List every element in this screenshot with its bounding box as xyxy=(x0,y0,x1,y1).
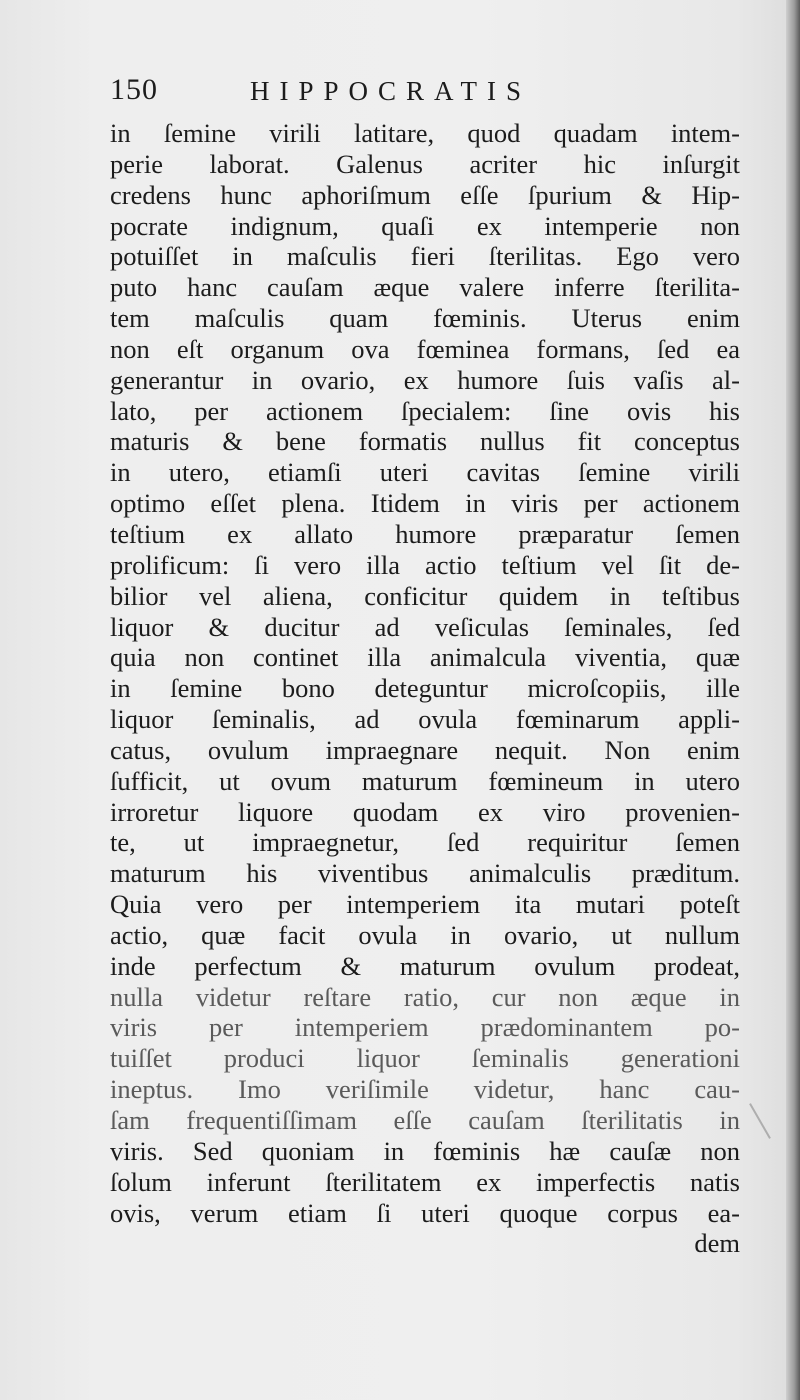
text-line: ſolum inferunt ſterilitatem ex imperfectis natis xyxy=(110,1166,740,1197)
text-line: liquor & ducitur ad veſiculas ſeminales, ſed xyxy=(110,611,740,642)
page-number: 150 xyxy=(110,73,158,106)
text-line: prolificum: ſi vero illa actio teſtium vel ſit de- xyxy=(110,549,740,580)
text-line: ineptus. Imo veriſimile videtur, hanc cau- xyxy=(110,1074,740,1105)
text-line: tuiſſet produci liquor ſeminalis generationi xyxy=(110,1043,740,1074)
text-line: maturis & bene formatis nullus fit conceptus xyxy=(110,426,740,457)
text-line: Quia vero per intemperiem ita mutari poteſt xyxy=(110,889,740,920)
text-line: in utero, etiamſi uteri cavitas ſemine virili xyxy=(110,457,740,488)
text-line: generantur in ovario, ex humore ſuis vaſis al- xyxy=(110,364,740,395)
text-line: inde perfectum & maturum ovulum prodeat, xyxy=(110,950,740,981)
text-line: viris. Sed quoniam in fœminis hæ cauſæ non xyxy=(110,1135,740,1166)
text-line: potuiſſet in maſculis fieri ſterilitas. Ego vero xyxy=(110,241,740,272)
page-mark xyxy=(749,1103,771,1139)
page-header xyxy=(110,72,750,112)
text-line: actio, quæ facit ovula in ovario, ut nullum xyxy=(110,919,740,950)
running-head: HIPPOCRATIS xyxy=(250,76,532,106)
text-line: pocrate indignum, quaſi ex intemperie non xyxy=(110,210,740,241)
text-line: non eſt organum ova fœminea formans, ſed ea xyxy=(110,333,740,364)
text-line: ovis, verum etiam ſi uteri quoque corpus ea- xyxy=(110,1197,740,1228)
text-line: credens hunc aphoriſmum eſſe ſpurium & Hip- xyxy=(110,179,740,210)
text-line: viris per intemperiem prædominantem po- xyxy=(110,1012,740,1043)
text-line: maturum his viventibus animalculis præditum. xyxy=(110,858,740,889)
text-line: perie laborat. Galenus acriter hic inſurgit xyxy=(110,148,740,179)
page-edge-shadow xyxy=(786,0,800,1400)
text-line: puto hanc cauſam æque valere inferre ſterilita- xyxy=(110,272,740,303)
text-line: teſtium ex allato humore præparatur ſemen xyxy=(110,518,740,549)
text-line: in ſemine virili latitare, quod quadam intem- xyxy=(110,118,740,148)
text-line: optimo eſſet plena. Itidem in viris per actionem xyxy=(110,488,740,519)
text-line: tem maſculis quam fœminis. Uterus enim xyxy=(110,303,740,334)
text-line: irroretur liquore quodam ex viro provenien- xyxy=(110,796,740,827)
body-text xyxy=(110,118,740,1259)
text-line: liquor ſeminalis, ad ovula fœminarum appli- xyxy=(110,704,740,735)
text-line: bilior vel aliena, conficitur quidem in teſtibus xyxy=(110,580,740,611)
text-line: lato, per actionem ſpecialem: ſine ovis his xyxy=(110,395,740,426)
text-line: te, ut impraegnetur, ſed requiritur ſemen xyxy=(110,827,740,858)
text-line: quia non continet illa animalcula viventia, quæ xyxy=(110,642,740,673)
catchword: dem xyxy=(694,1228,740,1259)
text-line: nulla videtur reſtare ratio, cur non æque in xyxy=(110,981,740,1012)
text-line: catus, ovulum impraegnare nequit. Non enim xyxy=(110,734,740,765)
text-line: ſam frequentiſſimam eſſe cauſam ſterilitatis in xyxy=(110,1105,740,1135)
text-line: in ſemine bono deteguntur microſcopiis, ille xyxy=(110,673,740,704)
text-line: ſufficit, ut ovum maturum fœmineum in utero xyxy=(110,765,740,796)
